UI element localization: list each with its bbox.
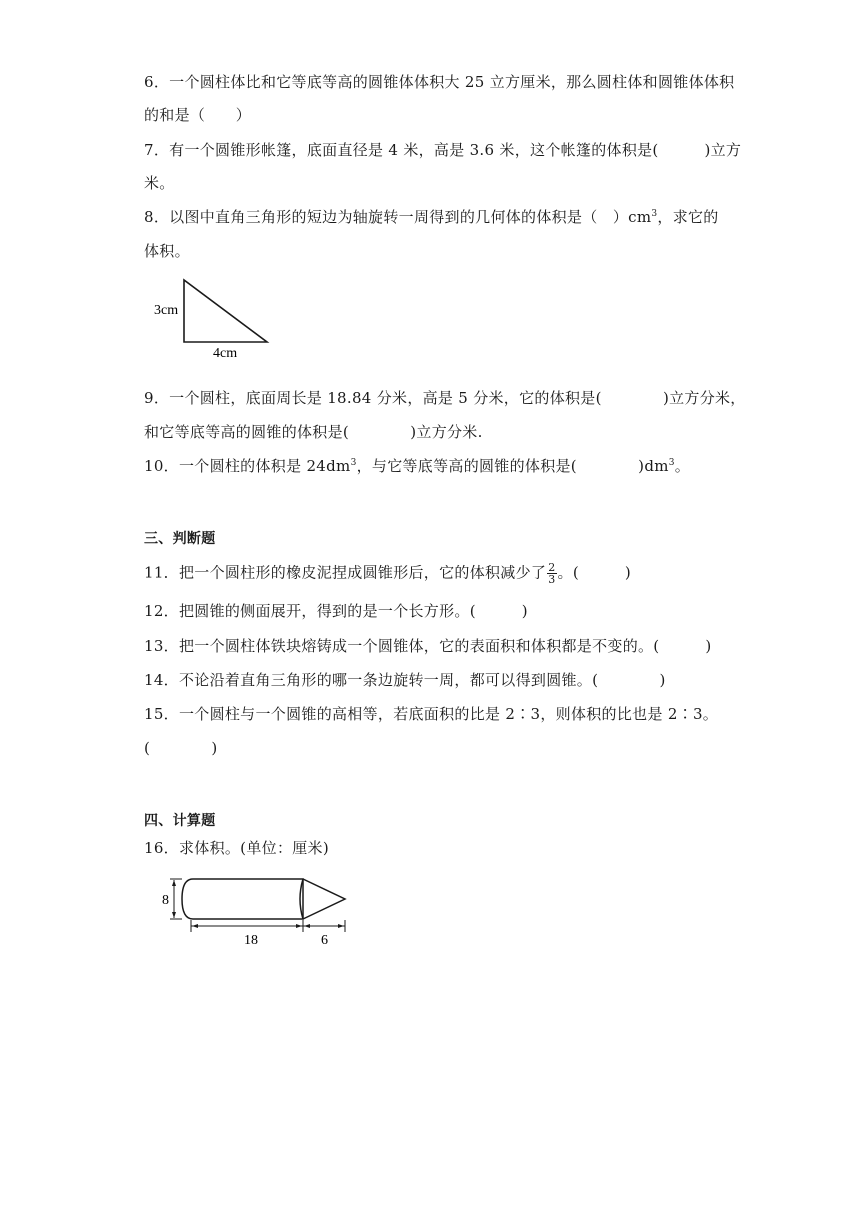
q16-line: 16．求体积。(单位：厘米) — [144, 839, 329, 857]
q14-line: 14．不论沿着直角三角形的哪一条边旋转一周，都可以得到圆锥。( ) — [144, 671, 666, 689]
q11-fraction-denominator: 3 — [548, 573, 556, 586]
q8-line1 — [144, 207, 719, 227]
triangle-side-label: 3cm — [154, 303, 179, 318]
q15-line1: 15．一个圆柱与一个圆锥的高相等，若底面积的比是 2∶3，则体积的比也是 2∶3。 — [144, 705, 719, 723]
q10-line — [144, 456, 690, 476]
cone-tip — [303, 879, 345, 919]
q10-text-c: 。 — [674, 457, 691, 475]
q8-line2: 体积。 — [144, 242, 190, 260]
q10-text-b: ，与它等底等高的圆锥的体积是( )dm — [356, 457, 669, 475]
q8-text-b: ，求它的 — [657, 208, 719, 226]
q11-fraction-numerator: 2 — [548, 561, 556, 574]
q8-superscript: 3 — [651, 209, 658, 219]
length-arrow-3 — [304, 924, 310, 928]
q12-line: 12．把圆锥的侧面展开，得到的是一个长方形。( ) — [144, 602, 528, 620]
q7-line1: 7．有一个圆锥形帐篷，底面直径是 4 米，高是 3.6 米，这个帐篷的体积是( )立方 — [144, 141, 742, 159]
q10-superscript-1: 3 — [350, 458, 357, 468]
q6-line1: 6．一个圆柱体比和它等底等高的圆锥体体积大 25 立方厘米，那么圆柱体和圆锥体体积 — [144, 73, 735, 91]
q7-line2: 米。 — [144, 174, 175, 192]
q13-line: 13．把一个圆柱体铁块熔铸成一个圆锥体，它的表面积和体积都是不变的。( ) — [144, 637, 712, 655]
right-triangle — [184, 280, 267, 342]
q11-line — [144, 562, 631, 585]
q11-text-a: 11．把一个圆柱形的橡皮泥捏成圆锥形后，它的体积减少了 — [144, 563, 547, 582]
q9-line2: 和它等底等高的圆锥的体积是( )立方分米. — [144, 423, 483, 441]
q6-line2: 的和是（ ） — [144, 106, 252, 124]
height-arrow-bottom — [172, 912, 176, 918]
q11-fraction — [547, 562, 556, 585]
q11-text-b: 。( ) — [557, 563, 632, 582]
cylinder-length-label: 18 — [244, 933, 258, 948]
triangle-base-label: 4cm — [213, 346, 238, 361]
height-label: 8 — [162, 893, 169, 908]
q8-text-a: 8．以图中直角三角形的短边为轴旋转一周得到的几何体的体积是（ ）cm — [144, 208, 652, 226]
pencil-shape-figure — [155, 868, 355, 950]
cone-length-label: 6 — [321, 933, 328, 948]
right-triangle-figure — [140, 270, 280, 365]
section3-heading: 三、判断题 — [144, 531, 216, 547]
length-arrow-4 — [338, 924, 344, 928]
height-arrow-top — [172, 880, 176, 886]
length-arrow-2 — [296, 924, 302, 928]
cylinder-body — [182, 879, 303, 919]
q9-line1: 9．一个圆柱，底面周长是 18.84 分米，高是 5 分米，它的体积是( )立方分米， — [144, 389, 746, 407]
q15-line2: ( ) — [144, 739, 218, 757]
section4-heading: 四、计算题 — [144, 813, 216, 829]
q10-superscript-2: 3 — [668, 458, 675, 468]
length-arrow-1 — [192, 924, 198, 928]
q10-text-a: 10．一个圆柱的体积是 24dm — [144, 457, 351, 475]
